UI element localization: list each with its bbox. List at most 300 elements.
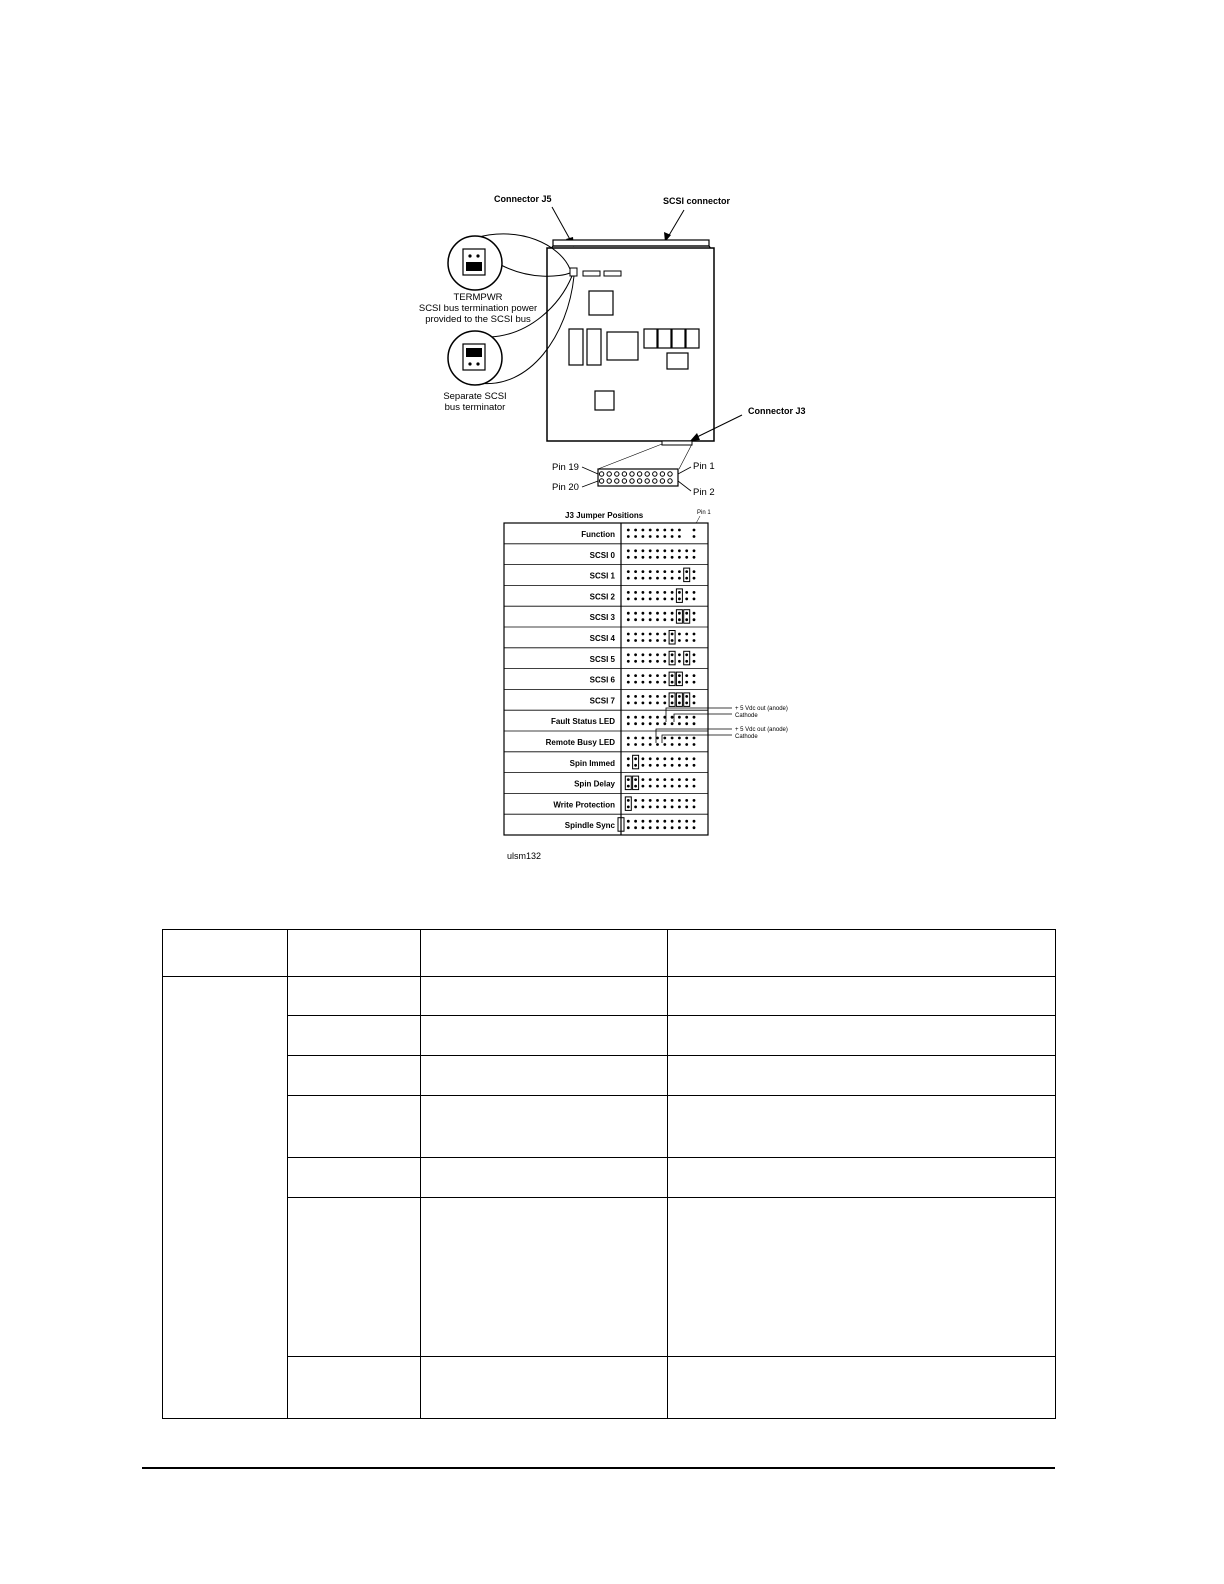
jumper-pin (693, 653, 696, 656)
jumper-pin (685, 806, 688, 809)
jumper-pin (649, 633, 652, 636)
jumper-diagram-figure (400, 185, 820, 865)
jumper-pin (663, 702, 666, 705)
jumper-pin (649, 826, 652, 829)
jumper-pin (627, 799, 630, 802)
pin2-label: Pin 2 (693, 487, 715, 498)
jumper-pin (642, 778, 645, 781)
termpwr-label: TERMPWR (453, 292, 503, 303)
jumper-pin (693, 591, 696, 594)
table-cell (668, 977, 1056, 1016)
jumper-pin (634, 785, 637, 788)
jumper-pin (642, 695, 645, 698)
jumper-pin (656, 549, 659, 552)
jumper-pin (649, 618, 652, 621)
jumper-pin (685, 778, 688, 781)
jumper-pin (627, 535, 630, 538)
jumper-pin (693, 535, 696, 538)
jumper-pin (642, 653, 645, 656)
jumper-pin (671, 639, 674, 642)
jumper-pin (678, 639, 681, 642)
jumper-pin (634, 743, 637, 746)
j3-pin (668, 472, 672, 476)
jumper-pin (642, 743, 645, 746)
jumper-pin (663, 674, 666, 677)
pin1-small-label: Pin 1 (697, 510, 711, 516)
jumper-pin (649, 577, 652, 580)
jumper-pin (671, 826, 674, 829)
jumper-pin (642, 820, 645, 823)
jumper-pin (634, 722, 637, 725)
table-row (163, 1016, 1056, 1056)
jumper-pin (649, 591, 652, 594)
figure-canvas (400, 185, 820, 865)
separate-terminator-label-2: bus terminator (444, 402, 506, 413)
jumper-pin (671, 737, 674, 740)
jumper-pin (663, 556, 666, 559)
jumper-pin (678, 556, 681, 559)
jumper-pin (627, 598, 630, 601)
jumper-pin (693, 633, 696, 636)
table-cell (668, 1016, 1056, 1056)
j3-pin (607, 472, 611, 476)
jumper-pin (656, 716, 659, 719)
jumper-pin (685, 653, 688, 656)
jumper-pin (649, 660, 652, 663)
jumper-pin (656, 757, 659, 760)
jumper-pin (678, 716, 681, 719)
table-cell (421, 930, 668, 977)
jumper-pin (627, 633, 630, 636)
j3-pin (622, 479, 626, 483)
jumper-pin (678, 826, 681, 829)
jumper-pin (642, 570, 645, 573)
jumper-pin (693, 695, 696, 698)
jumper-pin (671, 633, 674, 636)
jumper-row-label: SCSI 3 (589, 613, 615, 623)
jumper-pin (693, 660, 696, 663)
jumper-pin (649, 529, 652, 532)
separate-terminator-label-1: Separate SCSI (443, 391, 507, 402)
jumper-pin (693, 764, 696, 767)
jumper-pin (663, 743, 666, 746)
table-cell (668, 930, 1056, 977)
jumper-pin (627, 826, 630, 829)
jumper-pin (671, 535, 674, 538)
jumper-pin (685, 660, 688, 663)
jumper-pin (678, 598, 681, 601)
jumper-pin (627, 653, 630, 656)
jumper-pin (627, 570, 630, 573)
jumper-pin (671, 618, 674, 621)
jumper-pin (685, 591, 688, 594)
jumper-pin (663, 570, 666, 573)
jumper-pin (634, 535, 637, 538)
jumper-pin (671, 799, 674, 802)
jumper-pin (656, 743, 659, 746)
jumper-pin (663, 826, 666, 829)
jumper-pin (642, 826, 645, 829)
j3-pin (645, 479, 649, 483)
jumper-pin (642, 549, 645, 552)
jumper-pin (634, 653, 637, 656)
jumper-pin (642, 639, 645, 642)
jumper-pin (663, 618, 666, 621)
jumper-pin (634, 556, 637, 559)
jumper-pin (663, 535, 666, 538)
jumper-pin (642, 799, 645, 802)
jumper-pin (693, 639, 696, 642)
jumper-pin (649, 757, 652, 760)
jumper-pin (627, 785, 630, 788)
jumper-pin (642, 591, 645, 594)
jumper-pin (678, 785, 681, 788)
jumper-pin (678, 612, 681, 615)
jumper-pin (627, 549, 630, 552)
jumper-pin (627, 820, 630, 823)
jumper-pin (693, 529, 696, 532)
jumper-pin (642, 556, 645, 559)
jumper-pin (627, 618, 630, 621)
jumper-row-label: SCSI 2 (589, 592, 615, 602)
jumper-pin (642, 722, 645, 725)
jumper-pin (656, 778, 659, 781)
jumper-pin (678, 535, 681, 538)
jumper-pin (634, 737, 637, 740)
jumper-pin (671, 757, 674, 760)
jumper-pin (634, 612, 637, 615)
jumper-pin (678, 806, 681, 809)
jumper-pin (671, 591, 674, 594)
jumper-pin (685, 737, 688, 740)
jumper-pin (693, 806, 696, 809)
jumper-pin (671, 806, 674, 809)
jumper-pin (678, 660, 681, 663)
jumper-pin (678, 743, 681, 746)
jumper-pin (663, 612, 666, 615)
jumper-pin (685, 639, 688, 642)
jumper-pin (656, 826, 659, 829)
jumper-pin (627, 743, 630, 746)
jumper-pin (663, 764, 666, 767)
jumper-pin (685, 598, 688, 601)
jumper-pin (634, 695, 637, 698)
jumper-pin (627, 702, 630, 705)
jumper-pin (693, 722, 696, 725)
jumper-pin (656, 633, 659, 636)
jumper-pin (634, 577, 637, 580)
jumper-pin (685, 633, 688, 636)
jumper-pin (671, 695, 674, 698)
table-row (163, 1056, 1056, 1096)
pin19-label: Pin 19 (552, 462, 579, 473)
jumper-pin (634, 674, 637, 677)
jumper-pin (678, 674, 681, 677)
table-header-row (163, 930, 1056, 977)
jumper-pin (685, 785, 688, 788)
j3-pin (653, 472, 657, 476)
busy-anode-label: + 5 Vdc out (anode) (735, 727, 788, 733)
jumper-pin (649, 535, 652, 538)
j3-pin (660, 479, 664, 483)
jumper-row-label: Fault Status LED (550, 717, 615, 727)
jumper-pin (685, 743, 688, 746)
jumper-pin (649, 716, 652, 719)
jumper-pin (693, 681, 696, 684)
jumper-pin (671, 722, 674, 725)
table-cell (288, 1056, 421, 1096)
jumper-pin (693, 556, 696, 559)
table-row (163, 1357, 1056, 1419)
jumper-pin (627, 660, 630, 663)
table-cell (421, 1096, 668, 1158)
jumper-pin (634, 820, 637, 823)
scsi-connector-label: SCSI connector (663, 196, 731, 206)
jumper-pin (678, 757, 681, 760)
jumper-pin (649, 681, 652, 684)
table-cell (668, 1198, 1056, 1357)
jumper-pin (656, 556, 659, 559)
jumper-pin (678, 633, 681, 636)
jumper-pin (671, 612, 674, 615)
jumper-pin (678, 681, 681, 684)
jumper-pin (642, 737, 645, 740)
jumper-pin (634, 639, 637, 642)
jumper-pin (685, 612, 688, 615)
jumper-pin (663, 591, 666, 594)
jumper-row-label: Spindle Sync (564, 821, 615, 831)
jumper-pin (685, 722, 688, 725)
jumper-pin (634, 826, 637, 829)
jumper-pin (656, 737, 659, 740)
jumper-pin (671, 681, 674, 684)
jumper-pin (642, 757, 645, 760)
jumper-pin (634, 778, 637, 781)
jumper-pin (649, 549, 652, 552)
jumper-pin (656, 612, 659, 615)
jumper-pin (656, 785, 659, 788)
jumper-pin (656, 764, 659, 767)
table-cell (163, 930, 288, 977)
jumper-pin (649, 764, 652, 767)
jumper-pin (693, 598, 696, 601)
jumper-table-title: J3 Jumper Positions (565, 511, 644, 520)
jumper-pin (671, 778, 674, 781)
jumper-pin (678, 737, 681, 740)
jumper-pin (685, 764, 688, 767)
jumper-pin (663, 820, 666, 823)
footer-rule (142, 1467, 1055, 1469)
table-cell (421, 1357, 668, 1419)
j3-pin (607, 479, 611, 483)
jumper-pin (671, 716, 674, 719)
jumper-pin (671, 674, 674, 677)
jumper-pin (649, 722, 652, 725)
busy-cathode-label: Cathode (735, 734, 758, 740)
jumper-pin (656, 820, 659, 823)
jumper-pin (642, 529, 645, 532)
table-cell (421, 1016, 668, 1056)
jumper-pin (634, 598, 637, 601)
jumper-pin (678, 618, 681, 621)
jumper-pin (649, 639, 652, 642)
table-cell (668, 1056, 1056, 1096)
jumper-pin (649, 612, 652, 615)
jumper-pin (627, 806, 630, 809)
jumper-pin (627, 591, 630, 594)
pin1-label: Pin 1 (693, 461, 715, 472)
figure-id-label: ulsm132 (507, 851, 542, 861)
jumper-pin (678, 764, 681, 767)
jumper-pin (642, 681, 645, 684)
jumper-pin (627, 639, 630, 642)
jumper-pin (656, 660, 659, 663)
jumper-pin (634, 764, 637, 767)
jumper-pin (649, 743, 652, 746)
jumper-pin (642, 716, 645, 719)
jumper-pin (656, 570, 659, 573)
jumper-pin (685, 549, 688, 552)
jumper-pin (663, 549, 666, 552)
jumper-pin (685, 820, 688, 823)
jumper-pin (671, 702, 674, 705)
jumper-row-label: SCSI 0 (589, 550, 615, 560)
jumper-pin (649, 653, 652, 656)
fault-cathode-label: Cathode (735, 713, 758, 719)
jumper-pin (685, 674, 688, 677)
jumper-pin (678, 820, 681, 823)
jumper-pin (649, 702, 652, 705)
jumper-pin (693, 549, 696, 552)
j3-pin (622, 472, 626, 476)
jumper-pin (671, 529, 674, 532)
j3-pin (599, 479, 603, 483)
jumper-pin (693, 612, 696, 615)
jumper-pin (678, 653, 681, 656)
drive-board (547, 240, 714, 445)
table-cell (668, 1158, 1056, 1198)
table-cell (421, 1158, 668, 1198)
jumper-pin (649, 806, 652, 809)
table-cell (163, 977, 288, 1419)
j3-pin (630, 472, 634, 476)
jumper-pin (671, 653, 674, 656)
j3-pin (615, 472, 619, 476)
table-row (163, 1096, 1056, 1158)
jumper-pin (663, 695, 666, 698)
jumper-pin (663, 639, 666, 642)
jumper-pin (678, 702, 681, 705)
jumper-pin (656, 681, 659, 684)
jumper-pin (663, 757, 666, 760)
j3-pin (653, 479, 657, 483)
jumper-pin (685, 716, 688, 719)
jumper-row-label: SCSI 6 (589, 675, 615, 685)
jumper-row-label: SCSI 1 (589, 571, 615, 581)
table-cell (288, 1357, 421, 1419)
jumper-pin (656, 591, 659, 594)
jumper-pin (671, 556, 674, 559)
jumper-pin (634, 549, 637, 552)
jumper-pin (671, 577, 674, 580)
jumper-pin (663, 806, 666, 809)
jumper-pin (663, 529, 666, 532)
jumper-pin (656, 806, 659, 809)
jumper-pin (656, 529, 659, 532)
jumper-pin (663, 799, 666, 802)
jumper-pin (693, 757, 696, 760)
jumper-pin (649, 799, 652, 802)
termpwr-desc-1: SCSI bus termination power (418, 303, 538, 314)
jumper-pin (656, 653, 659, 656)
jumper-pin (627, 529, 630, 532)
table-cell (288, 1158, 421, 1198)
jumper-pin (656, 598, 659, 601)
jumper-pin (649, 570, 652, 573)
jumper-pin (656, 702, 659, 705)
jumper-pin (649, 556, 652, 559)
jumper-pin (649, 674, 652, 677)
jumper-pin (671, 598, 674, 601)
fault-anode-label: + 5 Vdc out (anode) (735, 706, 788, 712)
table-row (163, 1198, 1056, 1357)
jumper-pin (678, 695, 681, 698)
jumper-pin (671, 785, 674, 788)
jumper-row-label: SCSI 7 (589, 696, 615, 706)
jumper-pin (656, 535, 659, 538)
jumper-pin (634, 591, 637, 594)
table-cell (288, 1096, 421, 1158)
arrow-scsi-connector (664, 210, 684, 242)
jumper-pin (693, 826, 696, 829)
jumper-pin (685, 681, 688, 684)
jumper-pin (634, 618, 637, 621)
jumper-row-label: Write Protection (553, 800, 615, 810)
jumper-pin (642, 660, 645, 663)
table-cell (288, 1016, 421, 1056)
j3-pin (615, 479, 619, 483)
jumper-pin (649, 695, 652, 698)
jumper-pin (627, 612, 630, 615)
jumper-pin (693, 674, 696, 677)
jumper-table (504, 523, 708, 835)
jumper-pin (685, 702, 688, 705)
jumper-pin (663, 785, 666, 788)
jumper-pin (627, 556, 630, 559)
connector-j3-label: Connector J3 (748, 406, 806, 416)
jumper-pin (693, 785, 696, 788)
jumper-pin (693, 737, 696, 740)
jumper-pin (656, 674, 659, 677)
jumper-pin (663, 653, 666, 656)
jumper-pin (634, 633, 637, 636)
jumper-pin (627, 737, 630, 740)
jumper-pin (663, 577, 666, 580)
jumper-row-label: Function (581, 530, 615, 539)
jumper-pin (642, 577, 645, 580)
jumper-pin (642, 633, 645, 636)
jumper-pin (693, 716, 696, 719)
jumper-pin (649, 598, 652, 601)
table-cell (288, 930, 421, 977)
jumper-pin (678, 722, 681, 725)
jumper-pin (671, 570, 674, 573)
jumper-row-label: SCSI 4 (589, 634, 615, 643)
jumper-pin (627, 716, 630, 719)
jumper-pin (649, 778, 652, 781)
jumper-pin (685, 577, 688, 580)
table-cell (668, 1357, 1056, 1419)
